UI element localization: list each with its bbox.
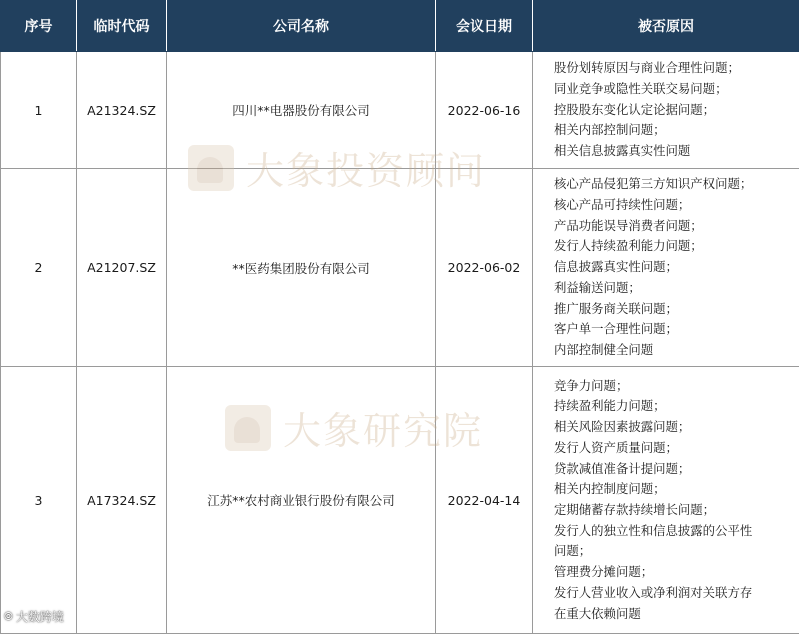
cell-no: 2: [1, 169, 77, 367]
reason-line: 股份划转原因与商业合理性问题；: [554, 60, 740, 76]
reason-line: 产品功能误导消费者问题；: [554, 217, 703, 233]
reason-line: 管理费分摊问题；: [554, 564, 654, 580]
cell-reasons: [533, 52, 799, 169]
cell-date: 2022-04-14: [436, 367, 533, 634]
cell-company: 江苏**农村商业银行股份有限公司: [167, 367, 436, 634]
header-reasons: 被否原因: [533, 1, 799, 52]
reason-line: 相关内部控制问题；: [554, 122, 666, 138]
corner-watermark: [4, 608, 64, 625]
cell-company: **医药集团股份有限公司: [167, 169, 436, 367]
reason-line: 控股股东变化认定论据问题；: [554, 101, 716, 117]
header-company: 公司名称: [167, 1, 436, 52]
watermark-text: 大象投资顾问: [246, 149, 487, 193]
reason-line: 发行人营业收入或净利润对关联方存: [554, 584, 753, 600]
reason-line: 竞争力问题；: [554, 377, 629, 393]
reason-line: 在重大依赖问题: [554, 605, 641, 621]
reason-line: 相关信息披露真实性问题: [554, 143, 691, 159]
reason-line: 持续盈利能力问题；: [554, 398, 666, 414]
cell-code: A21324.SZ: [77, 52, 167, 169]
reason-line: 推广服务商关联问题；: [554, 300, 678, 316]
cell-code: A21207.SZ: [77, 169, 167, 367]
reason-line: 相关风险因素披露问题；: [554, 419, 691, 435]
reason-line: 发行人的独立性和信息披露的公平性: [554, 522, 753, 538]
table-row: [1, 169, 799, 367]
cell-reasons: [533, 367, 799, 634]
reason-line: 信息披露真实性问题；: [554, 259, 678, 275]
header-date: 会议日期: [436, 1, 533, 52]
reason-line: 核心产品侵犯第三方知识产权问题；: [554, 176, 753, 192]
brand-logo-icon: ⦾: [4, 609, 13, 623]
reason-line: 同业竞争或隐性关联交易问题；: [554, 80, 728, 96]
cell-no: 1: [1, 52, 77, 169]
cell-code: A17324.SZ: [77, 367, 167, 634]
cell-date: 2022-06-16: [436, 52, 533, 169]
cell-date: 2022-06-02: [436, 169, 533, 367]
corner-watermark-text: 大数跨境: [15, 610, 64, 624]
cell-company: 四川**电器股份有限公司: [167, 52, 436, 169]
header-code: 临时代码: [77, 1, 167, 52]
reason-line: 发行人资产质量问题；: [554, 439, 678, 455]
reason-line: 贷款减值准备计提问题；: [554, 460, 691, 476]
cell-reasons: [533, 169, 799, 367]
header-row: [1, 1, 799, 52]
reason-line: 定期储蓄存款持续增长问题；: [554, 502, 716, 517]
reason-line: 发行人持续盈利能力问题；: [554, 238, 703, 254]
reason-line: 客户单一合理性问题；: [554, 321, 678, 337]
reason-line: 内部控制健全问题: [554, 341, 654, 357]
reason-line: 问题；: [554, 543, 592, 559]
reason-line: 相关内控制度问题；: [554, 481, 666, 497]
header-no: 序号: [1, 1, 77, 52]
table-row: [1, 367, 799, 634]
watermark-text: 大象研究院: [283, 409, 484, 453]
cell-no: 3: [1, 367, 77, 634]
reason-line: 核心产品可持续性问题；: [554, 197, 691, 213]
reason-line: 利益输送问题；: [554, 279, 641, 295]
table-row: [1, 52, 799, 169]
